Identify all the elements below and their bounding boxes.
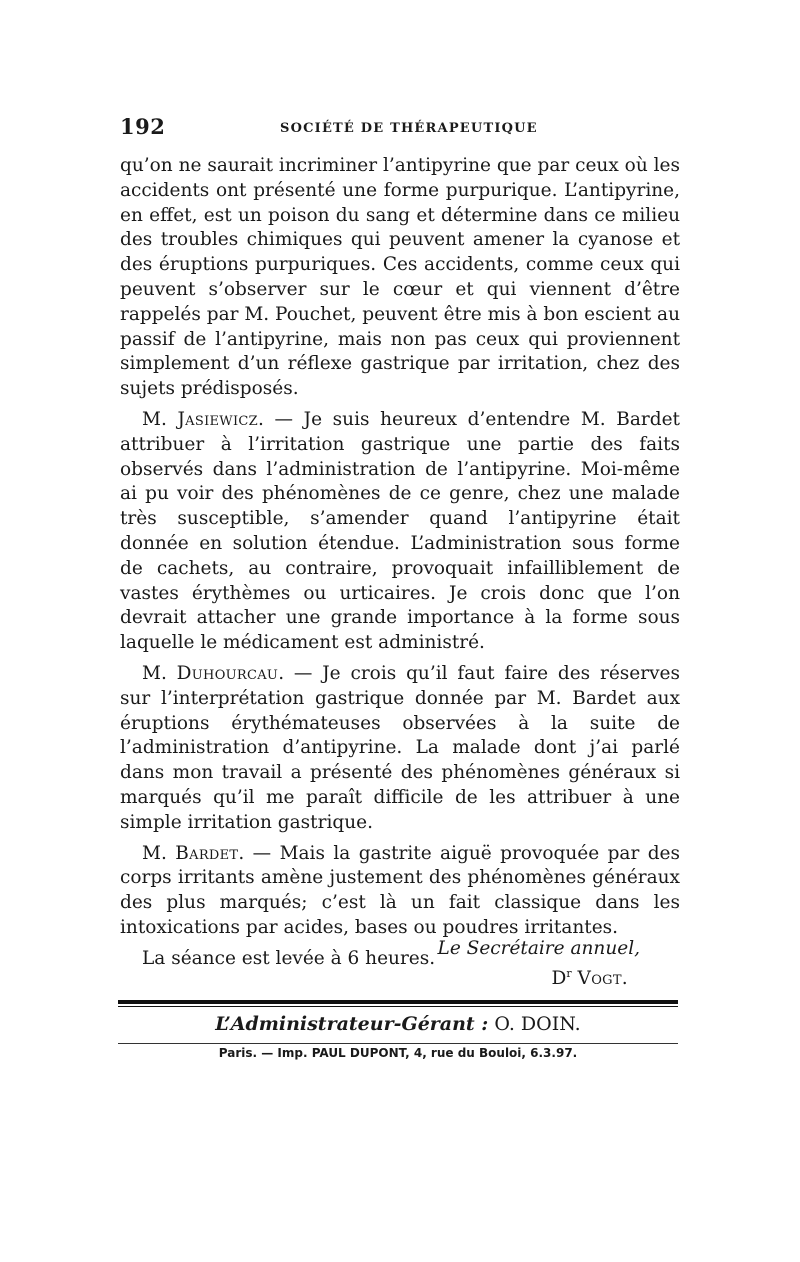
- signature-name-line: [120, 961, 640, 991]
- speech-text: Mais la gastrite aiguë provoquée par des corps irritants amène justement des phénomènes généraux des plus marqués; c’est là un fait classique dans les intoxications par acides, bases ou poudres irritantes.: [120, 842, 680, 938]
- body-text: [120, 154, 680, 972]
- gerant-line: [118, 1013, 678, 1035]
- title-prefix: D: [551, 968, 567, 990]
- speech-text: Je suis heureux d’entendre M. Bardet attribuer à l’irritation gastrique une partie des faits observés dans l’administration de l’antipyrine. Moi-même ai pu voir des phénomènes de ce genre, chez une malade très susceptible, s’amender quand l’antipyrine était donnée en solution étendue. L’administration sous forme de cachets, au contraire, provoquait infailliblement de vastes érythèmes ou urticaires. Je crois donc que l’on devrait attacher une grande importance à la forme sous laquelle le médicament est administré.: [120, 408, 680, 654]
- page-number: 192: [120, 114, 166, 139]
- running-head: [120, 114, 680, 144]
- imprint-rule: [118, 1043, 678, 1044]
- speaker-dash: . —: [238, 842, 280, 864]
- speaker-name: Duhourcau: [176, 662, 279, 684]
- speaker-prefix: M.: [142, 662, 177, 684]
- printer-imprint: Paris. — Imp. PAUL DUPONT, 4, rue du Bouloi, 6.3.97.: [218, 1046, 578, 1060]
- signature-block: [120, 936, 640, 991]
- footer-rule-thick: [118, 1000, 678, 1004]
- speaker-prefix: M.: [142, 408, 178, 430]
- gerant-role: L’Administrateur-Gérant :: [215, 1013, 489, 1035]
- speaker-dash: . —: [257, 408, 304, 430]
- speaker-prefix: M.: [142, 842, 176, 864]
- speaker-name: Jasiewicz: [177, 408, 258, 430]
- speaker-dash: . —: [278, 662, 323, 684]
- running-title: SOCIÉTÉ DE THÉRAPEUTIQUE: [280, 121, 538, 136]
- footer-rule-thin: [118, 1006, 678, 1007]
- paragraph-continuation: qu’on ne saurait incriminer l’antipyrine que par ceux où les accidents ont présenté une forme purpurique. L’antipyrine, en effet, est un poison du sang et détermine dans ce milieu des troubles chimiques qui peuvent amener la cyanose et des éruptions purpuriques. Ces accidents, comme ceux qui peuvent s’observer sur le cœur et qui viennent d’être rappelés par M. Pouchet, peuvent être mis à bon escient au passif de l’antipyrine, mais non pas ceux qui proviennent simplement d’un réflexe gastrique par irritation, chez des sujets prédisposés.: [120, 155, 680, 400]
- paragraph-bardet: [120, 842, 680, 941]
- gerant-name: O. DOIN.: [494, 1013, 581, 1035]
- paragraph-closing: La séance est levée à 6 heures.: [142, 947, 436, 969]
- signature-name: Vogt.: [577, 968, 628, 990]
- signature-role: Le Secrétaire annuel,: [437, 938, 640, 959]
- speech-text: Je crois qu’il faut faire des réserves sur l’interprétation gastrique donnée par M. Bardet aux éruptions érythémateuses observées à la suite de l’administration d’antipyrine. La malade dont j’ai parlé dans mon travail a présenté des phénomènes généraux si marqués qu’il me paraît difficile de les attribuer à une simple irritation gastrique.: [120, 662, 680, 833]
- title-superscript: r: [566, 967, 572, 980]
- paragraph-duhourcau: [120, 662, 680, 836]
- speaker-name: Bardet: [175, 842, 239, 864]
- paragraph-jasiewicz: [120, 408, 680, 656]
